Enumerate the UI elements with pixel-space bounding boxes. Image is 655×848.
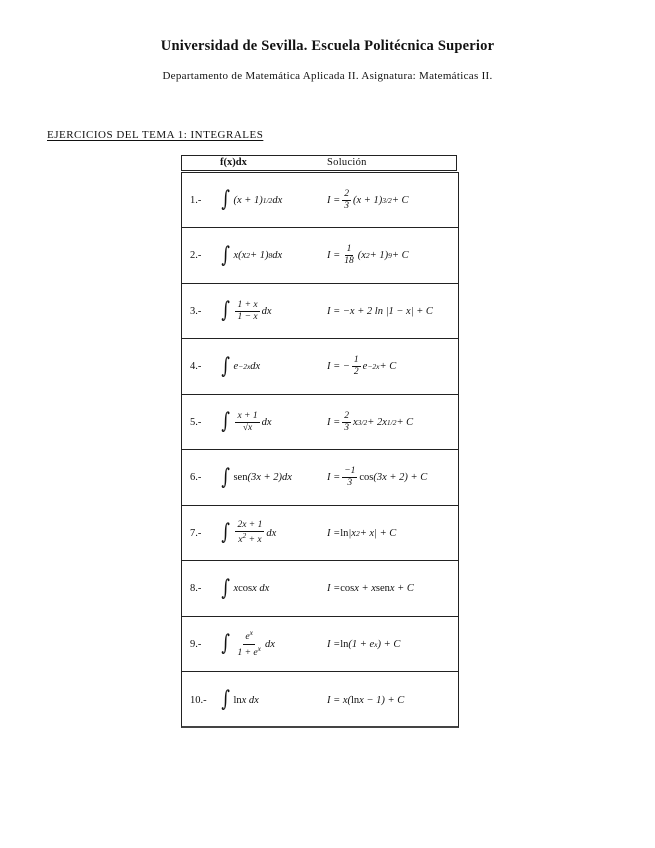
table-row: [182, 617, 458, 672]
table-row: [182, 229, 458, 284]
integrand: ∫ sen (3x + 2)dx: [221, 464, 292, 490]
integrand: ∫ (x + 1) 1/2 dx: [221, 187, 283, 212]
table-row: [182, 340, 458, 395]
table-row: [182, 395, 458, 450]
integrand: ∫ x(x 2 + 1) 8 dx: [221, 242, 283, 268]
header-solution: Solución: [327, 157, 367, 168]
exercise-number: 10.-: [190, 694, 207, 706]
table-row: [182, 173, 458, 228]
solution: I = $\frac{-1}{3}$ cos (3x + 2) + C: [327, 466, 428, 488]
table-row: [182, 284, 458, 339]
exercise-number: 2.-: [190, 250, 202, 261]
table-row: [182, 506, 458, 561]
integrand: ∫ e −2x dx: [221, 353, 261, 379]
solution: I = − $\frac{1}{2}$ e −2x + C: [327, 355, 397, 377]
solution: I = $\frac{2}{3}$ (x + 1) 3/2 + C: [327, 188, 409, 211]
table-row: [182, 673, 458, 728]
integrand: ∫ $\frac{2x + 1}{x^2 + x}$ dx: [221, 520, 277, 546]
solution: I = $\frac{1}{18}$ (x 2 + 1) 9 + C: [327, 244, 409, 266]
integrand: ∫ $\frac{x + 1}{√x}$ dx: [221, 409, 272, 434]
exercise-number: 3.-: [190, 305, 202, 317]
solution: I = x( ln x − 1) + C: [327, 694, 405, 706]
exercise-number: 7.-: [190, 527, 202, 539]
integrand: ∫ x cos x dx: [221, 575, 270, 601]
solution: I = cos x + x sen x + C: [327, 583, 414, 594]
table-row: [182, 562, 458, 617]
solution: I = ln (1 + e x ) + C: [327, 638, 401, 650]
exercise-number: 1.-: [190, 194, 202, 206]
exercise-number: 6.-: [190, 472, 202, 483]
table-row: [182, 451, 458, 506]
integrand: ∫ $\frac{1 + x}{1 - x}$ dx: [221, 298, 272, 323]
exercise-table: [181, 172, 459, 728]
table-header: [181, 155, 457, 171]
solution: I = −x + 2 ln |1 − x| + C: [327, 305, 433, 317]
exercise-number: 4.-: [190, 361, 202, 372]
solution: I = $\frac{2}{3}$ x 3/2 + 2x 1/2 + C: [327, 410, 414, 433]
section-heading: EJERCICIOS DEL TEMA 1: INTEGRALES: [47, 129, 264, 141]
integrand: ∫ $\frac{e^x}{1 + e^x}$ dx: [221, 628, 275, 658]
solution: I = ln |x 2 + x| + C: [327, 527, 397, 539]
integrand: ∫ ln x dx: [221, 687, 259, 712]
exercise-number: 5.-: [190, 416, 202, 428]
exercise-number: 9.-: [190, 638, 202, 650]
page-subtitle: Departamento de Matemática Aplicada II. Asignatura: Matemáticas II.: [162, 70, 493, 82]
header-integral: f(x)dx: [220, 157, 247, 168]
page-title: Universidad de Sevilla. Escuela Politécnica Superior: [160, 38, 495, 54]
exercise-number: 8.-: [190, 583, 202, 594]
